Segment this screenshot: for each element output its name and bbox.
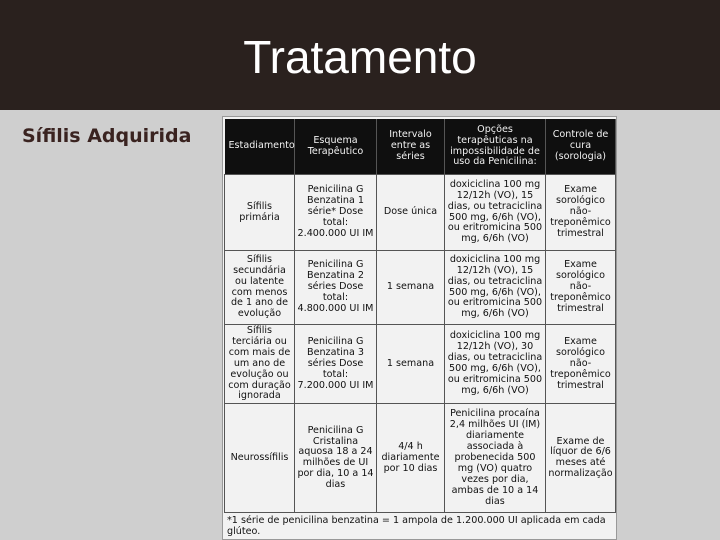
treatment-table (224, 119, 616, 513)
cell-scheme: Penicilina G Benzatina 2 séries Dose total: 4.800.000 UI IM (295, 251, 377, 325)
cell-staging: Sífilis secundária ou latente com menos de 1 ano de evolução (225, 251, 295, 325)
cell-interval: 1 semana (377, 251, 445, 325)
cell-alternatives: doxiciclina 100 mg 12/12h (VO), 15 dias, ou tetraciclina 500 mg, 6/6h (VO), ou eritromicina 500 mg, 6/6h (VO) (445, 175, 546, 251)
table-footnote: *1 série de penicilina benzatina = 1 ampola de 1.200.000 UI aplicada em cada glúteo. (227, 515, 606, 538)
cell-cure-control: Exame sorológico não-treponêmico trimestral (546, 175, 616, 251)
cell-interval: Dose única (377, 175, 445, 251)
cell-staging: Sífilis terciária ou com mais de um ano de evolução ou com duração ignorada (225, 325, 295, 404)
cell-scheme: Penicilina G Cristalina aquosa 18 a 24 milhões de UI por dia, 10 a 14 dias (295, 404, 377, 513)
cell-interval: 4/4 h diariamente por 10 dias (377, 404, 445, 513)
cell-alternatives: doxiciclina 100 mg 12/12h (VO), 30 dias, ou tetraciclina 500 mg, 6/6h (VO), ou eritromicina 500 mg, 6/6h (VO) (445, 325, 546, 404)
cell-cure-control: Exame de líquor de 6/6 meses até normalização (546, 404, 616, 513)
treatment-table-image (222, 116, 617, 540)
slide-title: Tratamento (243, 31, 477, 83)
cell-alternatives: doxiciclina 100 mg 12/12h (VO), 15 dias, ou tetraciclina 500 mg, 6/6h (VO), ou eritromicina 500 mg, 6/6h (VO) (445, 251, 546, 325)
table-row (225, 175, 616, 251)
cell-scheme: Penicilina G Benzatina 3 séries Dose total: 7.200.000 UI IM (295, 325, 377, 404)
slide-subtitle: Sífilis Adquirida (22, 125, 192, 147)
cell-staging: Neurossífilis (225, 404, 295, 513)
cell-cure-control: Exame sorológico não-treponêmico trimestral (546, 325, 616, 404)
cell-alternatives: Penicilina procaína 2,4 milhões UI (IM) diariamente associada à probenecida 500 mg (VO) quatro vezes por dia, ambas de 10 a 14 dias (445, 404, 546, 513)
title-bar (0, 0, 720, 110)
table-row (225, 325, 616, 404)
header-staging: Estadiamento (225, 119, 295, 175)
table-header-row (225, 119, 616, 175)
header-cure-control: Controle de cura (sorologia) (546, 119, 616, 175)
cell-cure-control: Exame sorológico não-treponêmico trimestral (546, 251, 616, 325)
table-row (225, 251, 616, 325)
table-row (225, 404, 616, 513)
header-interval: Intervalo entre as séries (377, 119, 445, 175)
cell-scheme: Penicilina G Benzatina 1 série* Dose total: 2.400.000 UI IM (295, 175, 377, 251)
header-alternatives: Opções terapêuticas na impossibilidade de uso da Penicilina: (445, 119, 546, 175)
cell-staging: Sífilis primária (225, 175, 295, 251)
cell-interval: 1 semana (377, 325, 445, 404)
header-scheme: Esquema Terapêutico (295, 119, 377, 175)
